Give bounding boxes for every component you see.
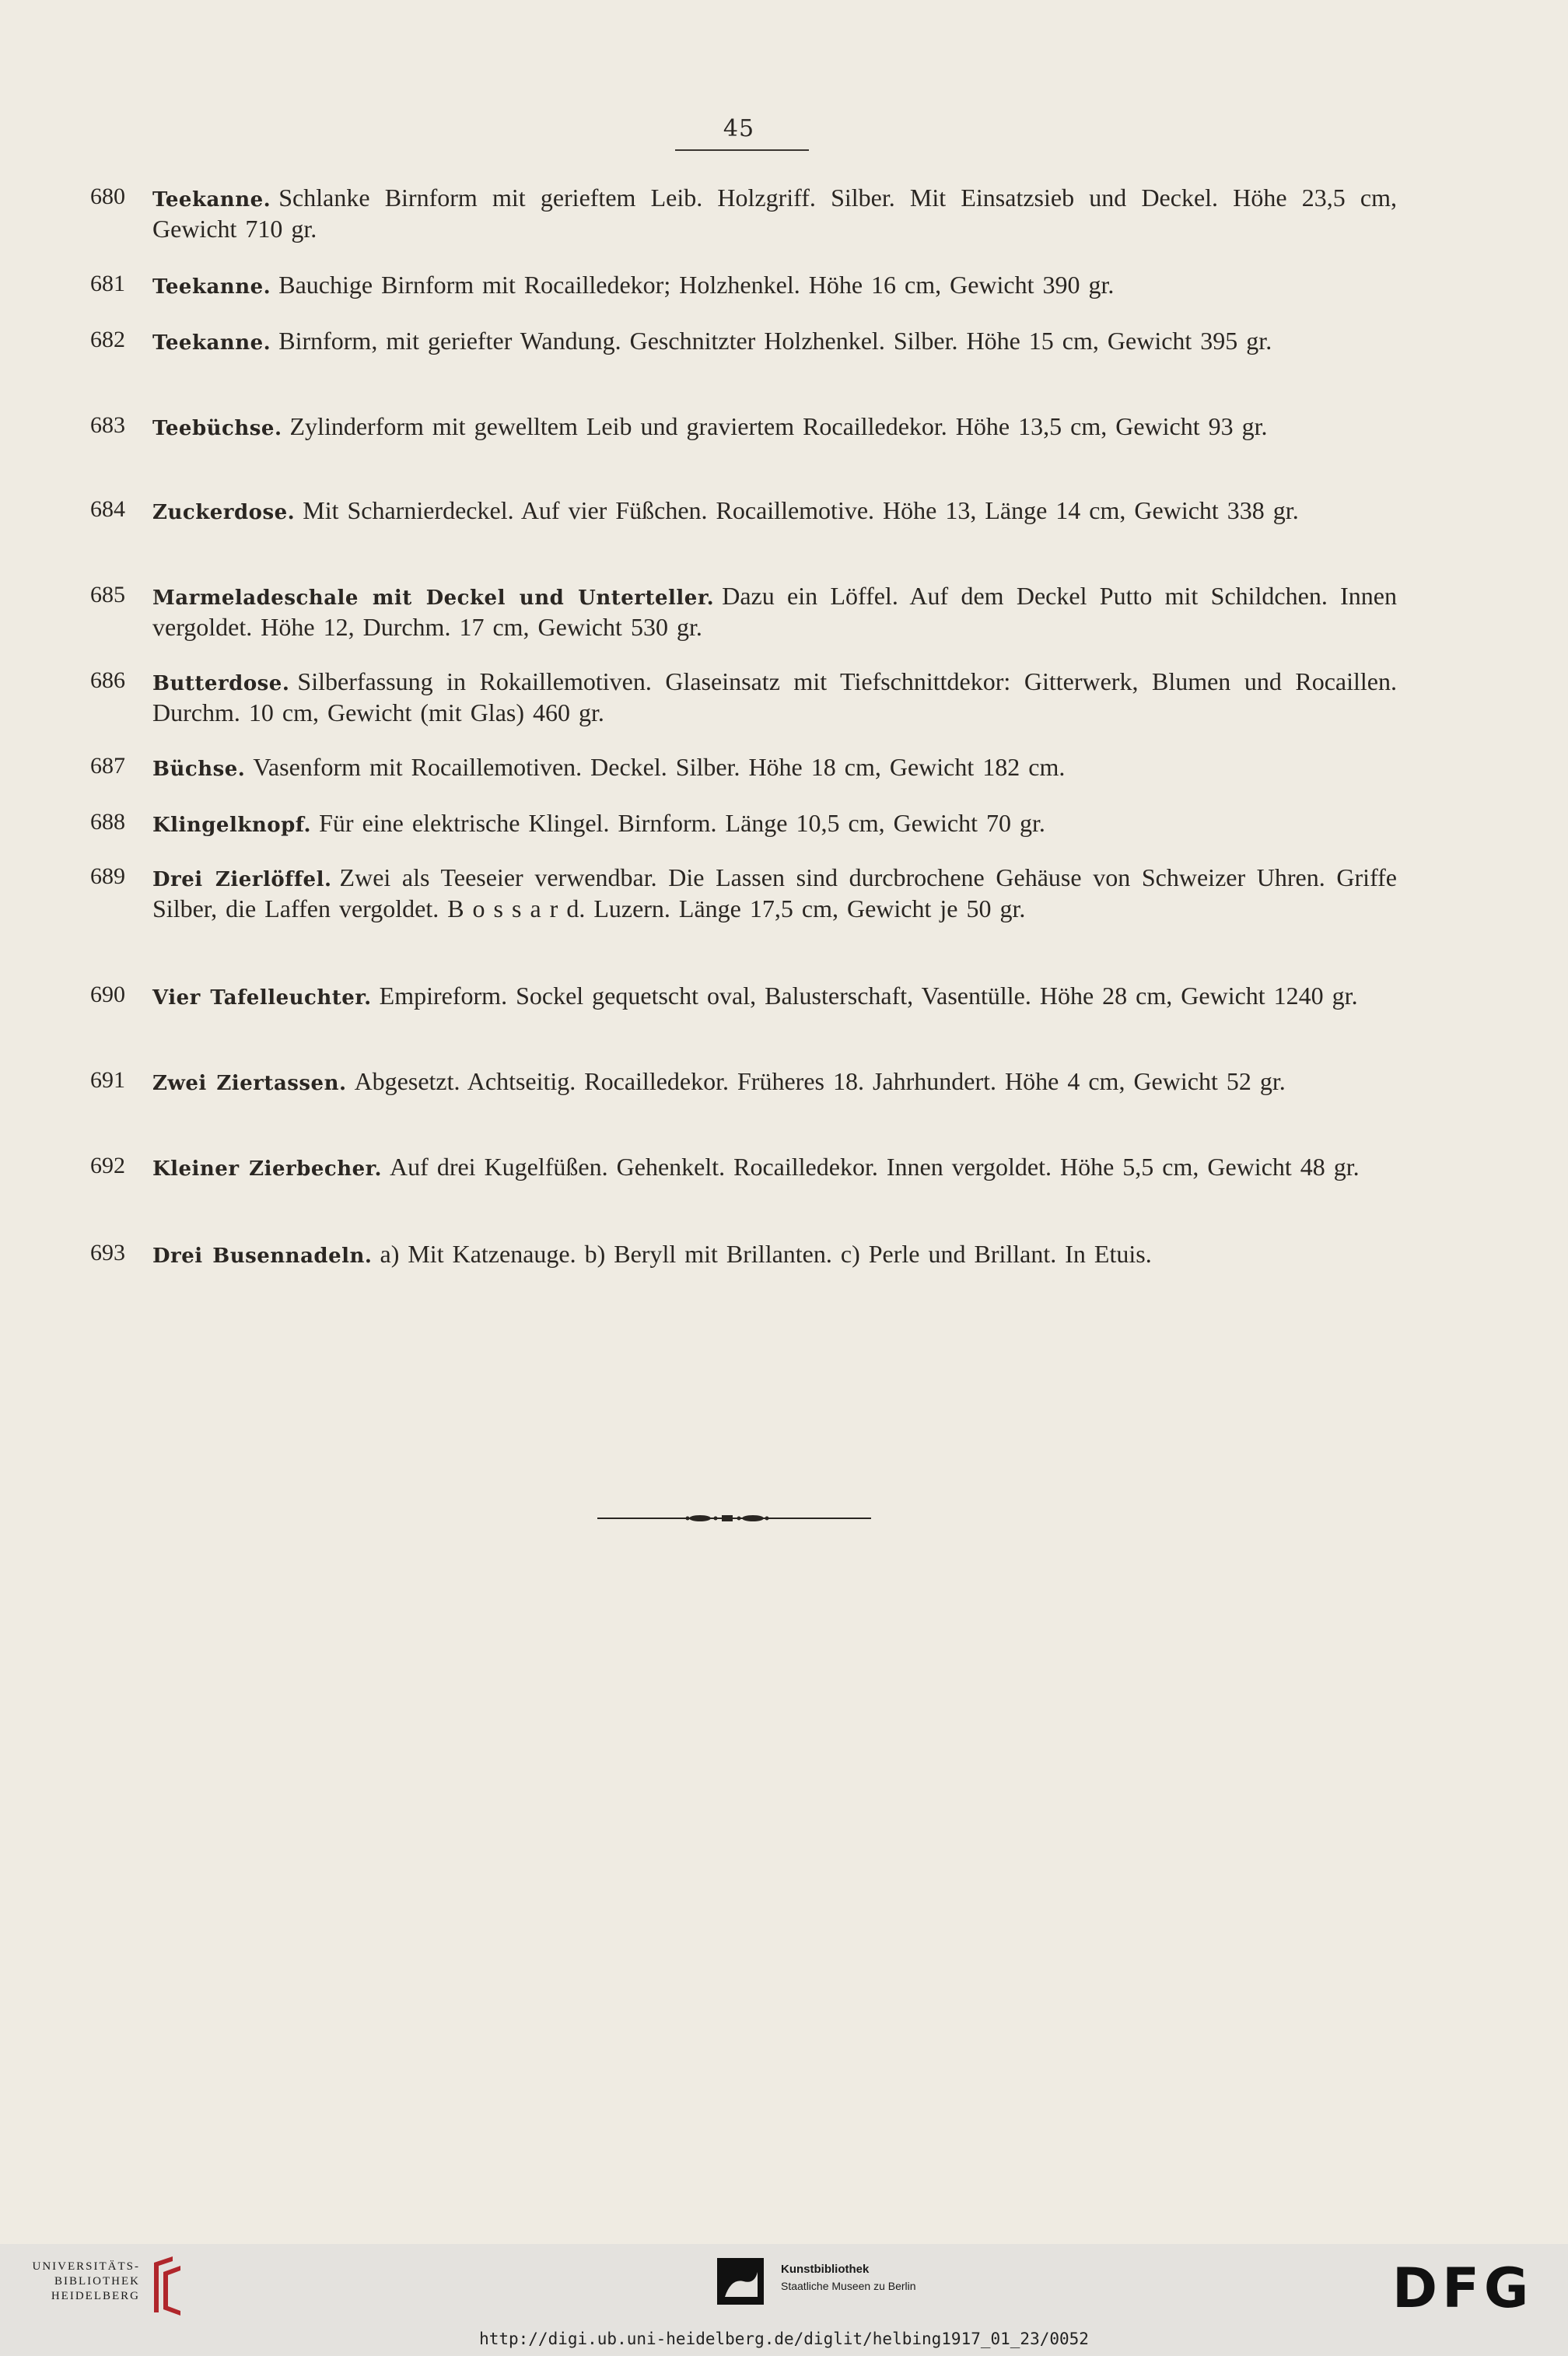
entry-number: 680 xyxy=(90,184,125,209)
entry-title: Drei Zierlöffel. xyxy=(152,868,332,891)
page-number: 45 xyxy=(723,115,755,142)
entry-title: Vier Tafelleuchter. xyxy=(152,986,372,1010)
entry-description: Auf drei Kugelfüßen. Gehenkelt. Rocailledekor. Innen vergoldet. Höhe 5,5 cm, Gewicht 48 gr. xyxy=(390,1153,1360,1181)
entry-number: 691 xyxy=(90,1067,125,1093)
entry-number: 682 xyxy=(90,327,125,352)
library-name: Kunstbibliothek xyxy=(781,2263,870,2276)
entry-description: Vasenform mit Rocaillemotiven. Deckel. Silber. Höhe 18 cm, Gewicht 182 cm. xyxy=(253,753,1066,781)
entry-title: Klingelknopf. xyxy=(152,814,312,837)
entry-number: 693 xyxy=(90,1240,125,1266)
entry-description: Für eine elektrische Klingel. Birnform. Länge 10,5 cm, Gewicht 70 gr. xyxy=(319,809,1045,837)
entry-title: Teekanne. xyxy=(152,275,271,299)
kunstbibliothek-mark-icon xyxy=(717,2258,764,2305)
entry-title: Zwei Ziertassen. xyxy=(152,1072,347,1095)
entry-description: Silberfassung in Rokaillemotiven. Glaseinsatz mit Tiefschnittdekor: Gitterwerk, Blumen und Rocaillen. Durchm. 10 cm, Gewicht (mit Glas) 460 gr. xyxy=(152,667,1397,726)
entry-number: 688 xyxy=(90,809,125,835)
entry-description: Zylinderform mit gewelltem Leib und graviertem Rocailledekor. Höhe 13,5 cm, Gewicht 93 gr. xyxy=(289,412,1268,440)
entry-number: 681 xyxy=(90,271,125,296)
entry-number: 689 xyxy=(90,863,125,889)
entry-title: Teekanne. xyxy=(152,331,271,355)
entry-description: Schlanke Birnform mit gerieftem Leib. Holzgriff. Silber. Mit Einsatzsieb und Deckel. Höhe 23,5 cm, Gewicht 710 gr. xyxy=(152,184,1397,243)
permalink-url[interactable]: http://digi.ub.uni-heidelberg.de/diglit/helbing1917_01_23/0052 xyxy=(479,2330,1089,2348)
entry-number: 685 xyxy=(90,582,125,607)
entry-number: 683 xyxy=(90,412,125,438)
entry-number: 692 xyxy=(90,1153,125,1178)
heidelberg-university-library-logo[interactable] xyxy=(23,2255,187,2317)
library-subtitle: Staatliche Museen zu Berlin xyxy=(781,2280,916,2292)
page-number-rule xyxy=(675,149,809,151)
digitization-footer xyxy=(0,2244,1568,2356)
entry-description: Bauchige Birnform mit Rocailledekor; Holzhenkel. Höhe 16 cm, Gewicht 390 gr. xyxy=(278,271,1115,299)
entry-title: Teebüchse. xyxy=(152,417,282,440)
entry-title: Marmeladeschale mit Deckel und Unterteller. xyxy=(152,586,715,610)
entry-title: Kleiner Zierbecher. xyxy=(152,1157,383,1181)
entry-description: Abgesetzt. Achtseitig. Rocailledekor. Früheres 18. Jahrhundert. Höhe 4 cm, Gewicht 52 gr. xyxy=(354,1067,1286,1095)
entry-description: Mit Scharnierdeckel. Auf vier Füßchen. Rocaillemotive. Höhe 13, Länge 14 cm, Gewicht 338 gr. xyxy=(303,496,1299,524)
entry-title: Teekanne. xyxy=(152,188,271,212)
dfg-logo[interactable]: DFG xyxy=(1392,2256,1534,2320)
logo-text-line: HEIDELBERG xyxy=(51,2290,140,2302)
ornament-divider xyxy=(597,1512,871,1525)
entry-description: Zwei als Teeseier verwendbar. Die Lassen sind durcbrochene Gehäuse von Schweizer Uhren. Griffe Silber, die Laffen vergoldet. B o s s a r d. Luzern. Länge 17,5 cm, Gewicht je 50 gr. xyxy=(152,863,1398,922)
entry-title: Butterdose. xyxy=(152,672,290,695)
kunstbibliothek-logo[interactable] xyxy=(717,2258,1044,2312)
entry-number: 690 xyxy=(90,982,125,1007)
heidelberg-mark-icon xyxy=(149,2255,185,2317)
entry-number: 684 xyxy=(90,496,125,522)
logo-text-line: UNIVERSITÄTS- xyxy=(32,2260,140,2273)
entry-title: Büchse. xyxy=(152,758,246,781)
entry-number: 686 xyxy=(90,667,125,693)
entry-description: Birnform, mit geriefter Wandung. Geschnitzter Holzhenkel. Silber. Höhe 15 cm, Gewicht 395 gr. xyxy=(278,327,1272,355)
entry-description: Dazu ein Löffel. Auf dem Deckel Putto mit Schildchen. Innen vergoldet. Höhe 12, Durchm. 17 cm, Gewicht 530 gr. xyxy=(152,582,1397,641)
entry-description: a) Mit Katzenauge. b) Beryll mit Brillanten. c) Perle und Brillant. In Etuis. xyxy=(380,1240,1152,1268)
entry-title: Zuckerdose. xyxy=(152,501,296,524)
logo-text-line: BIBLIOTHEK xyxy=(54,2275,140,2288)
entry-number: 687 xyxy=(90,753,125,779)
entry-description: Empireform. Sockel gequetscht oval, Balusterschaft, Vasentülle. Höhe 28 cm, Gewicht 1240 gr. xyxy=(379,982,1358,1010)
entry-title: Drei Busennadeln. xyxy=(152,1245,373,1268)
